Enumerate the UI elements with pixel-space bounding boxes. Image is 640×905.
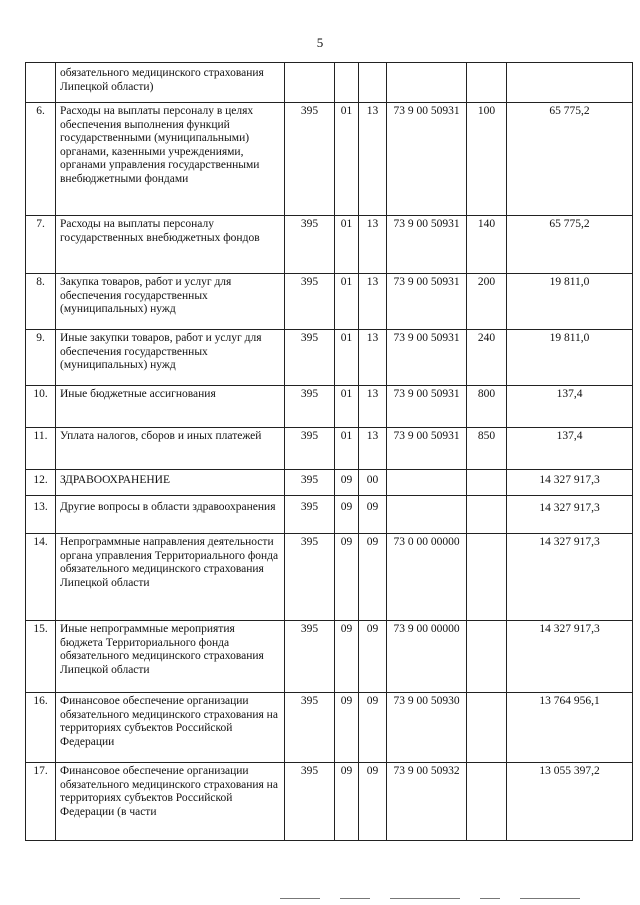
row-gr: 395	[285, 763, 335, 841]
row-rz: 09	[335, 621, 359, 693]
row-pr: 13	[359, 428, 387, 470]
table-row	[26, 621, 633, 693]
row-description: Расходы на выплаты персоналу государственных внебюджетных фондов	[56, 216, 285, 274]
row-rz: 09	[335, 534, 359, 621]
row-rz: 01	[335, 386, 359, 428]
row-csr: 73 9 00 50931	[387, 428, 467, 470]
row-pr: 09	[359, 763, 387, 841]
row-vr: 100	[467, 103, 507, 216]
row-vr	[467, 534, 507, 621]
row-csr: 73 9 00 50931	[387, 330, 467, 386]
row-description: Иные бюджетные ассигнования	[56, 386, 285, 428]
scan-artifact-marks	[280, 898, 620, 900]
row-number: 6.	[26, 103, 56, 216]
row-number: 14.	[26, 534, 56, 621]
row-sum: 13 764 956,1	[507, 693, 633, 763]
row-number: 11.	[26, 428, 56, 470]
row-vr	[467, 763, 507, 841]
row-description: ЗДРАВООХРАНЕНИЕ	[56, 470, 285, 496]
row-pr: 13	[359, 386, 387, 428]
row-gr: 395	[285, 693, 335, 763]
row-rz: 09	[335, 763, 359, 841]
table-row	[26, 386, 633, 428]
row-vr	[467, 63, 507, 103]
table-row	[26, 693, 633, 763]
row-number	[26, 63, 56, 103]
row-sum: 13 055 397,2	[507, 763, 633, 841]
row-csr: 73 9 00 00000	[387, 621, 467, 693]
table-row	[26, 274, 633, 330]
budget-table	[25, 62, 633, 841]
table-row	[26, 63, 633, 103]
row-sum: 19 811,0	[507, 274, 633, 330]
row-number: 13.	[26, 496, 56, 534]
row-description: обязательного медицинского страхования Липецкой области)	[56, 63, 285, 103]
row-gr: 395	[285, 274, 335, 330]
row-pr: 13	[359, 274, 387, 330]
row-gr: 395	[285, 534, 335, 621]
row-vr	[467, 693, 507, 763]
row-rz: 01	[335, 103, 359, 216]
row-rz: 01	[335, 428, 359, 470]
row-description: Иные непрограммные мероприятия бюджета Территориального фонда обязательного медицинского страхования Липецкой области	[56, 621, 285, 693]
row-gr: 395	[285, 103, 335, 216]
row-rz: 01	[335, 274, 359, 330]
row-csr: 73 9 00 50930	[387, 693, 467, 763]
row-rz: 01	[335, 216, 359, 274]
row-sum: 65 775,2	[507, 103, 633, 216]
row-gr: 395	[285, 621, 335, 693]
row-description: Финансовое обеспечение организации обязательного медицинского страхования на территориях субъектов Российской Федерации (в части	[56, 763, 285, 841]
row-sum: 65 775,2	[507, 216, 633, 274]
row-gr	[285, 63, 335, 103]
row-csr	[387, 470, 467, 496]
row-number: 10.	[26, 386, 56, 428]
row-number: 8.	[26, 274, 56, 330]
row-rz: 01	[335, 330, 359, 386]
row-rz: 09	[335, 496, 359, 534]
page-number: 5	[316, 35, 324, 50]
row-gr: 395	[285, 428, 335, 470]
row-pr	[359, 63, 387, 103]
row-description: Другие вопросы в области здравоохранения	[56, 496, 285, 534]
row-sum: 137,4	[507, 386, 633, 428]
table-row	[26, 534, 633, 621]
row-sum: 14 327 917,3	[507, 534, 633, 621]
row-number: 12.	[26, 470, 56, 496]
row-number: 9.	[26, 330, 56, 386]
row-gr: 395	[285, 470, 335, 496]
table-row	[26, 496, 633, 534]
row-csr: 73 9 00 50931	[387, 274, 467, 330]
row-rz: 09	[335, 693, 359, 763]
row-gr: 395	[285, 330, 335, 386]
row-csr: 73 0 00 00000	[387, 534, 467, 621]
row-description: Закупка товаров, работ и услуг для обеспечения государственных (муниципальных) нужд	[56, 274, 285, 330]
row-description: Непрограммные направления деятельности органа управления Территориального фонда обязательного медицинского страхования Липецкой области	[56, 534, 285, 621]
row-vr: 240	[467, 330, 507, 386]
row-vr	[467, 496, 507, 534]
row-rz	[335, 63, 359, 103]
row-description: Финансовое обеспечение организации обязательного медицинского страхования на территориях субъектов Российской Федерации	[56, 693, 285, 763]
table-row	[26, 763, 633, 841]
row-vr: 850	[467, 428, 507, 470]
table-row	[26, 470, 633, 496]
row-rz: 09	[335, 470, 359, 496]
row-number: 17.	[26, 763, 56, 841]
row-vr: 800	[467, 386, 507, 428]
row-sum: 19 811,0	[507, 330, 633, 386]
row-sum: 14 327 917,3	[507, 496, 633, 534]
row-csr: 73 9 00 50931	[387, 386, 467, 428]
row-csr: 73 9 00 50931	[387, 216, 467, 274]
row-gr: 395	[285, 386, 335, 428]
row-pr: 13	[359, 216, 387, 274]
row-csr: 73 9 00 50931	[387, 103, 467, 216]
table-row	[26, 330, 633, 386]
row-number: 15.	[26, 621, 56, 693]
row-number: 7.	[26, 216, 56, 274]
row-gr: 395	[285, 216, 335, 274]
row-vr: 140	[467, 216, 507, 274]
row-sum: 137,4	[507, 428, 633, 470]
row-csr: 73 9 00 50932	[387, 763, 467, 841]
row-number: 16.	[26, 693, 56, 763]
row-description: Расходы на выплаты персоналу в целях обеспечения выполнения функций государственными (муниципальными) органами, казенными учреждениями, органами управления государственными внебюджетными фондами	[56, 103, 285, 216]
row-pr: 09	[359, 621, 387, 693]
row-gr: 395	[285, 496, 335, 534]
row-csr	[387, 63, 467, 103]
table-row	[26, 428, 633, 470]
row-pr: 13	[359, 330, 387, 386]
row-sum: 14 327 917,3	[507, 470, 633, 496]
row-csr	[387, 496, 467, 534]
row-vr	[467, 470, 507, 496]
row-description: Уплата налогов, сборов и иных платежей	[56, 428, 285, 470]
row-pr: 13	[359, 103, 387, 216]
table-row	[26, 216, 633, 274]
row-pr: 09	[359, 693, 387, 763]
row-pr: 09	[359, 496, 387, 534]
table-row	[26, 103, 633, 216]
row-vr: 200	[467, 274, 507, 330]
row-sum	[507, 63, 633, 103]
row-vr	[467, 621, 507, 693]
row-sum: 14 327 917,3	[507, 621, 633, 693]
row-pr: 00	[359, 470, 387, 496]
row-pr: 09	[359, 534, 387, 621]
row-description: Иные закупки товаров, работ и услуг для обеспечения государственных (муниципальных) нужд	[56, 330, 285, 386]
